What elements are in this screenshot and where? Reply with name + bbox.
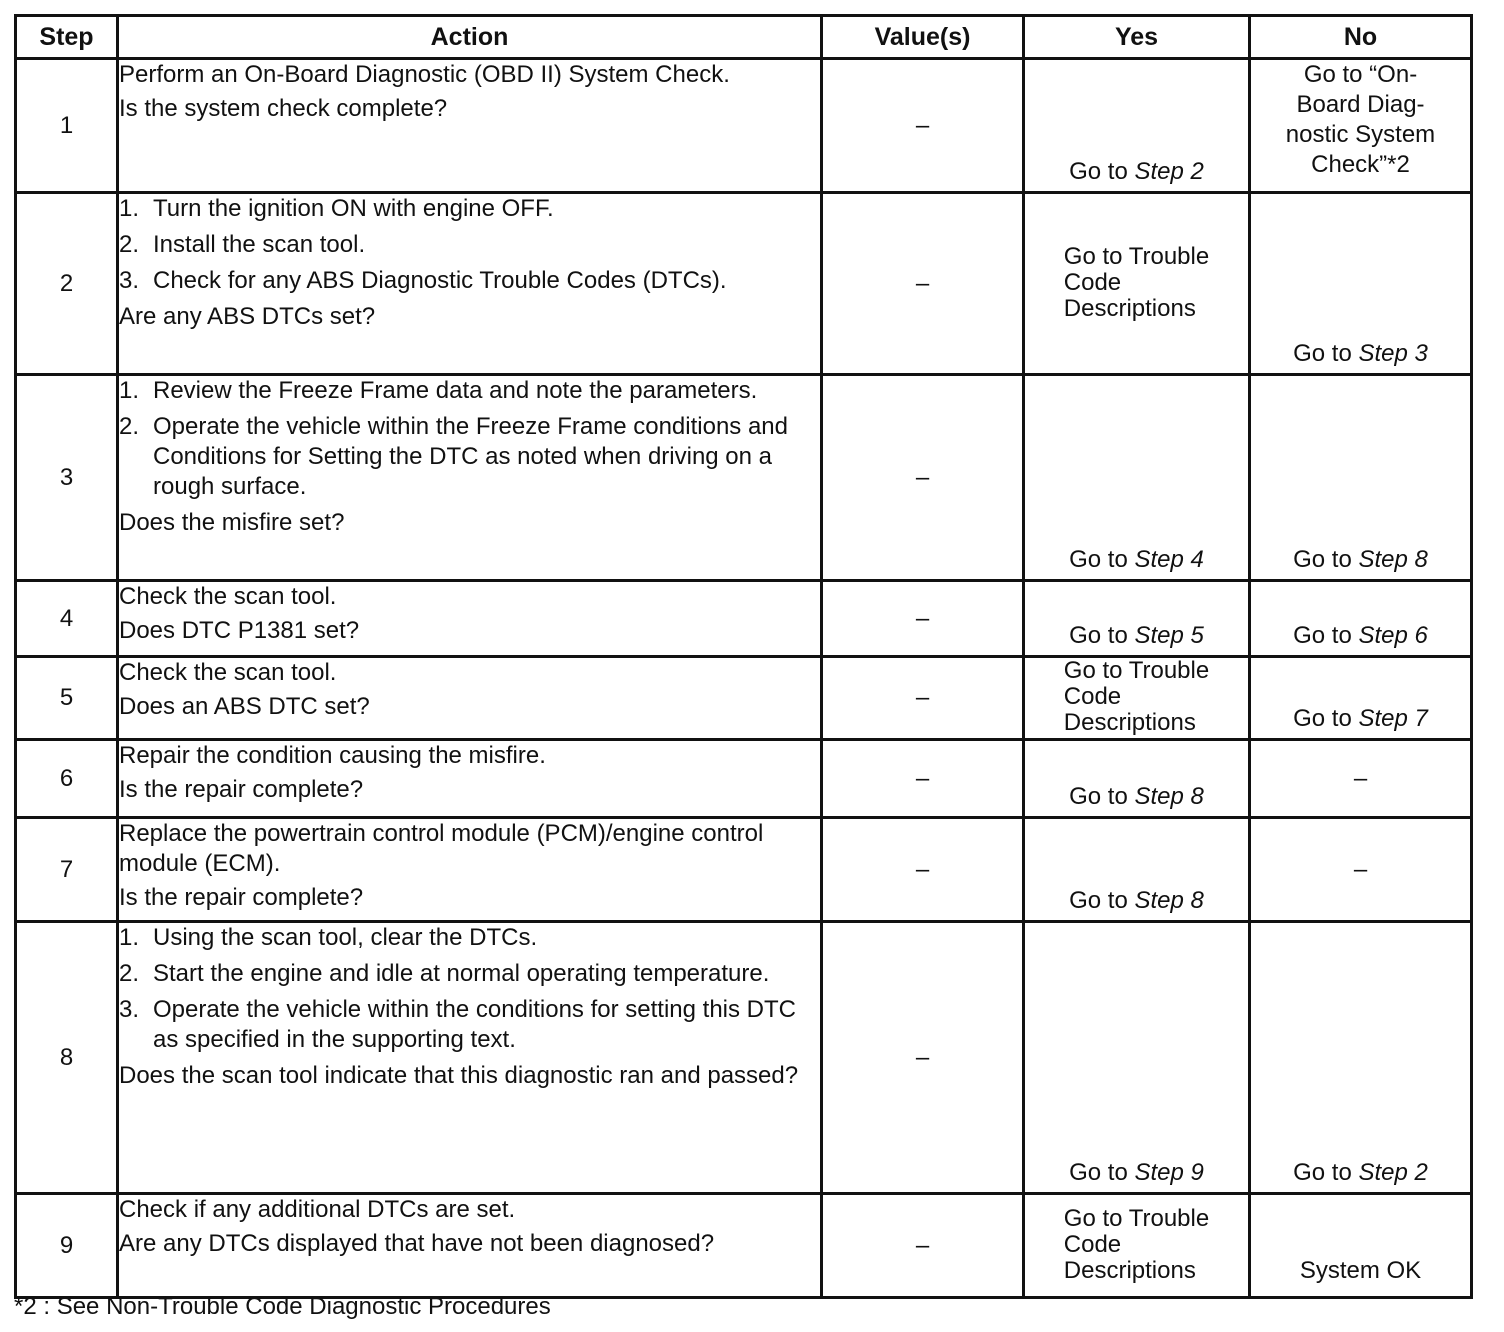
action-step-number: 3. <box>119 996 140 1023</box>
table-header-row <box>16 16 1472 59</box>
no-cell <box>1250 59 1472 193</box>
step-number: 8 <box>16 922 118 1194</box>
action-step-item <box>119 376 820 406</box>
yes-goto-step: Step 8 <box>1134 887 1204 914</box>
value-cell: – <box>822 59 1024 193</box>
action-instruction: Perform an On-Board Diagnostic (OBD II) System Check. <box>119 61 730 88</box>
action-step-text: Start the engine and idle at normal operating temperature. <box>153 960 770 987</box>
action-instruction: Repair the condition causing the misfire. <box>119 742 546 769</box>
yes-cell <box>1024 922 1250 1194</box>
yes-text-line: Code <box>1063 1230 1122 1258</box>
value-cell: – <box>822 375 1024 581</box>
action-question: Is the repair complete? <box>119 884 364 911</box>
table-row <box>16 375 1472 581</box>
no-goto-step: Step 7 <box>1358 705 1428 732</box>
no-goto-prefix: Go to <box>1293 705 1359 732</box>
action-step-text: Using the scan tool, clear the DTCs. <box>153 924 538 951</box>
yes-goto-prefix: Go to <box>1069 1159 1135 1186</box>
action-step-number: 2. <box>119 960 140 987</box>
action-step-item <box>119 995 820 1055</box>
step-number: 1 <box>16 59 118 193</box>
yes-goto <box>1025 545 1248 575</box>
yes-goto-prefix: Go to <box>1069 887 1135 914</box>
action-cell <box>118 818 822 922</box>
action-instruction: Check the scan tool. <box>119 659 337 686</box>
action-step-text: Check for any ABS Diagnostic Trouble Codes (DTCs). <box>153 267 727 294</box>
yes-text-line: Go to Trouble <box>1063 657 1210 684</box>
no-goto-prefix: Go to <box>1293 1159 1359 1186</box>
action-question: Does DTC P1381 set? <box>119 617 360 644</box>
step-number: 7 <box>16 818 118 922</box>
no-cell <box>1250 657 1472 740</box>
yes-trouble-code-link <box>1025 244 1248 324</box>
header-action: Action <box>118 16 822 59</box>
action-steps-list <box>119 923 820 1055</box>
yes-cell <box>1024 581 1250 657</box>
action-instruction: Check the scan tool. <box>119 583 337 610</box>
action-step-text: Install the scan tool. <box>153 231 366 258</box>
value-cell: – <box>822 193 1024 375</box>
yes-goto <box>1025 157 1248 187</box>
step-number: 5 <box>16 657 118 740</box>
table-row <box>16 818 1472 922</box>
no-text-line: Go to “On- <box>1303 61 1418 88</box>
yes-goto-prefix: Go to <box>1069 622 1135 649</box>
yes-text-line: Descriptions <box>1063 709 1196 736</box>
yes-goto-step: Step 4 <box>1134 546 1204 573</box>
action-step-number: 1. <box>119 377 140 404</box>
table-row <box>16 1194 1472 1298</box>
header-step: Step <box>16 16 118 59</box>
yes-goto <box>1025 886 1248 916</box>
action-cell <box>118 59 822 193</box>
action-steps-list <box>119 194 820 296</box>
yes-text-line: Code <box>1063 268 1122 296</box>
no-goto <box>1251 621 1470 651</box>
yes-cell <box>1024 740 1250 818</box>
action-step-number: 2. <box>119 413 140 440</box>
yes-goto-step: Step 2 <box>1134 158 1204 185</box>
yes-goto-prefix: Go to <box>1069 783 1135 810</box>
action-instruction: Check if any additional DTCs are set. <box>119 1196 516 1223</box>
no-goto-prefix: Go to <box>1293 546 1359 573</box>
no-goto-step: Step 2 <box>1358 1159 1428 1186</box>
step-number: 3 <box>16 375 118 581</box>
action-step-item <box>119 959 820 989</box>
yes-trouble-code-text <box>1064 658 1209 736</box>
diagnostic-table-container <box>14 14 1470 1299</box>
action-step-text: Operate the vehicle within the conditions for setting this DTC as specified in the supporting text. <box>153 996 796 1053</box>
action-question: Are any ABS DTCs set? <box>119 303 376 330</box>
no-text-line: Check”*2 <box>1311 151 1410 178</box>
yes-goto-prefix: Go to <box>1069 546 1135 573</box>
no-cell <box>1250 193 1472 375</box>
footnote: *2 : See Non-Trouble Code Diagnostic Procedures <box>14 1293 551 1320</box>
action-cell <box>118 740 822 818</box>
yes-text-line: Descriptions <box>1063 1256 1196 1284</box>
yes-cell <box>1024 1194 1250 1298</box>
no-cell <box>1250 1194 1472 1298</box>
value-cell: – <box>822 657 1024 740</box>
action-step-number: 1. <box>119 924 140 951</box>
no-cell <box>1250 375 1472 581</box>
action-instruction: Replace the powertrain control module (PCM)/engine control module (ECM). <box>119 820 764 877</box>
no-cell <box>1250 922 1472 1194</box>
yes-cell <box>1024 193 1250 375</box>
no-goto <box>1251 1158 1470 1188</box>
yes-cell <box>1024 657 1250 740</box>
value-cell: – <box>822 740 1024 818</box>
yes-cell <box>1024 818 1250 922</box>
step-number: 2 <box>16 193 118 375</box>
table-row <box>16 581 1472 657</box>
step-number: 4 <box>16 581 118 657</box>
value-cell: – <box>822 818 1024 922</box>
action-question: Is the system check complete? <box>119 95 448 122</box>
no-goto <box>1251 545 1470 575</box>
no-goto <box>1251 339 1470 369</box>
table-row <box>16 740 1472 818</box>
no-text-line: nostic System <box>1285 121 1436 148</box>
action-step-number: 2. <box>119 231 140 258</box>
yes-trouble-code-link <box>1025 1206 1248 1286</box>
table-row <box>16 59 1472 193</box>
action-cell <box>118 193 822 375</box>
action-step-item <box>119 230 820 260</box>
no-dash: – <box>1353 855 1368 883</box>
action-question: Is the repair complete? <box>119 776 364 803</box>
yes-goto-step: Step 9 <box>1134 1159 1204 1186</box>
table-row <box>16 922 1472 1194</box>
yes-trouble-code-text <box>1064 1206 1209 1284</box>
yes-goto <box>1025 1158 1248 1188</box>
no-cell <box>1250 740 1472 818</box>
action-step-text: Review the Freeze Frame data and note the parameters. <box>153 377 758 404</box>
yes-cell <box>1024 59 1250 193</box>
header-no: No <box>1250 16 1472 59</box>
yes-trouble-code-link <box>1025 658 1248 738</box>
no-dash: – <box>1353 764 1368 792</box>
no-goto-step: Step 3 <box>1358 340 1428 367</box>
value-cell: – <box>822 581 1024 657</box>
action-cell <box>118 922 822 1194</box>
action-step-item <box>119 194 820 224</box>
value-cell: – <box>822 922 1024 1194</box>
yes-text-line: Go to Trouble <box>1063 1204 1210 1232</box>
action-step-number: 3. <box>119 267 140 294</box>
no-goto <box>1251 704 1470 734</box>
action-question: Does the misfire set? <box>119 509 345 536</box>
no-cell <box>1250 581 1472 657</box>
action-step-number: 1. <box>119 195 140 222</box>
action-cell <box>118 375 822 581</box>
action-step-item <box>119 923 820 953</box>
action-step-item <box>119 266 820 296</box>
action-step-text: Turn the ignition ON with engine OFF. <box>153 195 554 222</box>
yes-goto <box>1025 782 1248 812</box>
step-number: 9 <box>16 1194 118 1298</box>
action-step-text: Operate the vehicle within the Freeze Frame conditions and Conditions for Setting the DTC as noted when driving on a rough surface. <box>153 413 789 500</box>
table-row <box>16 657 1472 740</box>
no-text-line: Board Diag- <box>1296 91 1425 118</box>
no-goto-prefix: Go to <box>1293 622 1359 649</box>
no-system-ok: System OK <box>1299 1257 1422 1284</box>
action-question: Are any DTCs displayed that have not been diagnosed? <box>119 1230 715 1257</box>
no-goto-prefix: Go to <box>1293 340 1359 367</box>
no-goto-step: Step 8 <box>1358 546 1428 573</box>
action-steps-list <box>119 376 820 502</box>
action-step-item <box>119 412 820 502</box>
action-question: Does an ABS DTC set? <box>119 693 370 720</box>
header-yes: Yes <box>1024 16 1250 59</box>
no-goto-step: Step 6 <box>1358 622 1428 649</box>
action-cell <box>118 657 822 740</box>
header-values: Value(s) <box>822 16 1024 59</box>
yes-text-line: Go to Trouble <box>1063 242 1210 270</box>
action-cell <box>118 1194 822 1298</box>
yes-text-line: Descriptions <box>1063 294 1196 322</box>
yes-text-line: Code <box>1063 683 1122 710</box>
table-row <box>16 193 1472 375</box>
no-cell <box>1250 818 1472 922</box>
yes-goto <box>1025 621 1248 651</box>
diagnostic-table <box>14 14 1473 1299</box>
action-question: Does the scan tool indicate that this diagnostic ran and passed? <box>119 1062 799 1089</box>
yes-trouble-code-text <box>1064 244 1209 322</box>
yes-goto-step: Step 5 <box>1134 622 1204 649</box>
action-cell <box>118 581 822 657</box>
value-cell: – <box>822 1194 1024 1298</box>
step-number: 6 <box>16 740 118 818</box>
yes-goto-step: Step 8 <box>1134 783 1204 810</box>
yes-cell <box>1024 375 1250 581</box>
yes-goto-prefix: Go to <box>1069 158 1135 185</box>
